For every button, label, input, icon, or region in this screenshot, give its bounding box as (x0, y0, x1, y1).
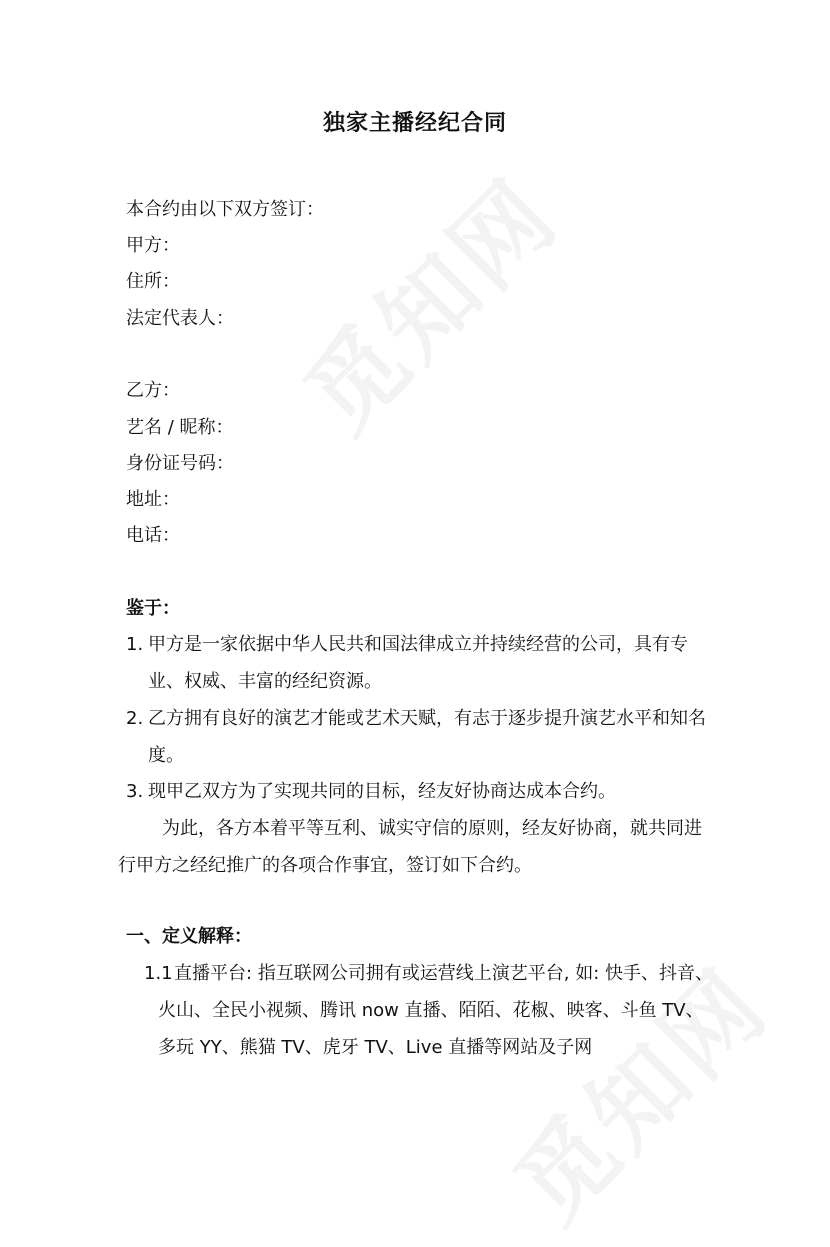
whereas-item-text: 乙方拥有良好的演艺才能或艺术天赋，有志于逐步提升演艺水平和知名度。 (148, 708, 706, 766)
definition-item (144, 955, 714, 1066)
watermark (270, 144, 583, 457)
whereas-heading: 鉴于： (126, 598, 180, 619)
whereas-item (126, 626, 716, 700)
section-1-heading: 一、定义解释： (126, 926, 252, 947)
party-b-stage-name-label: 艺名 / 昵称： (126, 417, 234, 438)
party-b-phone-label: 电话： (126, 525, 180, 546)
party-a-label: 甲方： (126, 235, 180, 256)
whereas-item-number: 1. (126, 634, 144, 655)
party-a-address-label: 住所： (126, 271, 180, 292)
whereas-item (126, 773, 716, 810)
party-b-address-label: 地址： (126, 489, 180, 510)
document-title: 独家主播经纪合同 (322, 111, 507, 136)
whereas-item-number: 2. (126, 708, 144, 729)
party-b-id-label: 身份证号码： (126, 453, 234, 474)
whereas-item-text: 甲方是一家依据中华人民共和国法律成立并持续经营的公司，具有专业、权威、丰富的经纪资源。 (148, 634, 688, 692)
definition-item-text: 直播平台: 指互联网公司拥有或运营线上演艺平台, 如: 快手、抖音、火山、全民小视频、腾讯 now 直播、陌陌、花椒、映客、斗鱼 TV、多玩 YY、熊猫 TV、虎牙 TV、Live 直播等网站及子网 (158, 963, 714, 1058)
intro-text: 本合约由以下双方签订： (126, 199, 324, 220)
whereas-item-text: 现甲乙双方为了实现共同的目标，经友好协商达成本合约。 (148, 781, 616, 802)
definition-item-number: 1.1 (144, 963, 173, 984)
party-b-label: 乙方： (126, 380, 180, 401)
whereas-item (126, 700, 716, 774)
party-a-legal-rep-label: 法定代表人： (126, 308, 234, 329)
whereas-item-number: 3. (126, 781, 144, 802)
whereas-closing-paragraph: 为此，各方本着平等互利、诚实守信的原则，经友好协商，就共同进行甲方之经纪推广的各项合作事宜，签订如下合约。 (118, 818, 702, 876)
